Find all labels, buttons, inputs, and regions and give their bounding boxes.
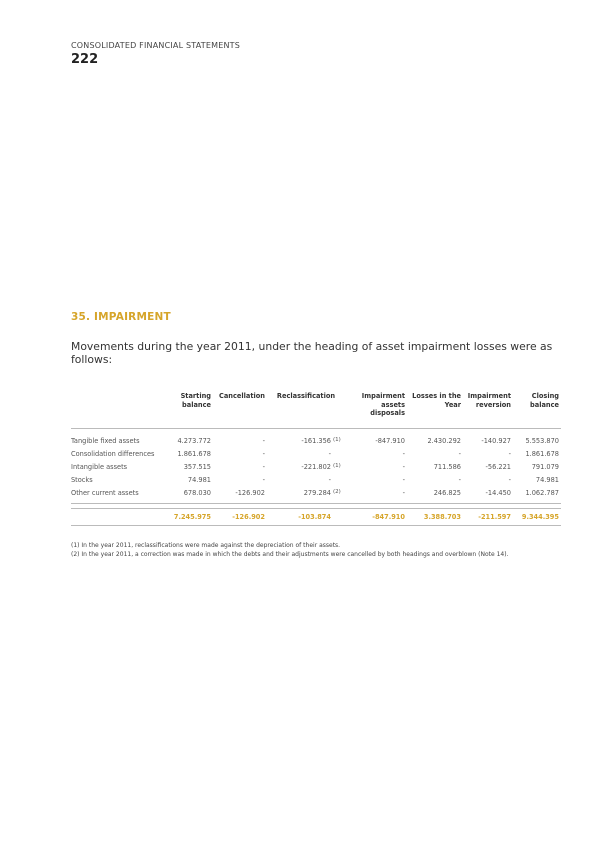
cell-closing: 791.079 (531, 463, 559, 471)
cell-closing: 5.553.870 (525, 437, 559, 445)
column-header-reclassification: Reclassification (267, 392, 347, 428)
table-row (71, 428, 561, 448)
cell-closing: 1.861.678 (525, 450, 559, 458)
reclassification-value: - (328, 476, 331, 484)
cell-impairment-disposals: -847.910 (375, 437, 405, 445)
footnote-ref: (1) (333, 437, 341, 443)
cell-reversion: -56.221 (485, 463, 511, 471)
total-reclassification-value: -103.874 (298, 512, 331, 521)
column-header-closing-balance: Closing balance (513, 392, 561, 428)
running-header: CONSOLIDATED FINANCIAL STATEMENTS (71, 41, 241, 50)
table-row (71, 474, 561, 487)
column-header-losses: Losses in the Year (407, 392, 463, 428)
cell-cancellation: -126.902 (213, 487, 267, 504)
cell-closing: 74.981 (535, 476, 559, 484)
cell-reversion: - (508, 476, 511, 484)
cell-reclassification (267, 487, 347, 504)
table-total-row (71, 508, 561, 525)
cell-impairment-disposals: - (402, 450, 405, 458)
table-row (71, 487, 561, 504)
cell-losses: 711.586 (433, 463, 461, 471)
total-closing: 9.344.395 (513, 508, 561, 525)
total-cancellation: -126.902 (213, 508, 267, 525)
impairment-table (71, 392, 561, 526)
cell-losses: 246.825 (407, 487, 463, 504)
section-title: 35. IMPAIRMENT (71, 311, 171, 323)
reclassification-value: 279.284 (303, 489, 331, 497)
column-header-reversion: Impairment reversion (463, 392, 513, 428)
cell-cancellation: - (262, 463, 265, 471)
cell-losses: 2.430.292 (427, 437, 461, 445)
footnote-ref: (1) (333, 463, 341, 469)
footnote-ref: (2) (333, 489, 341, 495)
row-label: Other current assets (71, 487, 159, 504)
reclassification-value: - (328, 450, 331, 458)
cell-impairment-disposals: - (402, 476, 405, 484)
row-label: Intangible assets (71, 463, 128, 471)
total-reclassification (267, 508, 347, 525)
total-reversion: -211.597 (463, 508, 513, 525)
cell-losses: - (458, 450, 461, 458)
cell-impairment-disposals: - (402, 463, 405, 471)
reclassification-value: -161.356 (301, 437, 331, 445)
cell-starting: 4.273.772 (177, 437, 211, 445)
cell-starting: 1.861.678 (177, 450, 211, 458)
total-label (71, 508, 159, 525)
column-header-starting-balance: Starting balance (159, 392, 213, 428)
cell-reversion: -140.927 (481, 437, 511, 445)
cell-reclassification (267, 461, 347, 474)
cell-reversion: - (508, 450, 511, 458)
section-intro: Movements during the year 2011, under the heading of asset impairment losses were as follows: (71, 340, 553, 366)
column-header (71, 392, 159, 428)
total-impairment-disposals: -847.910 (347, 508, 407, 525)
total-starting: 7.245.975 (159, 508, 213, 525)
column-header-cancellation: Cancellation (213, 392, 267, 428)
cell-reversion: -14.450 (463, 487, 513, 504)
footnote-1: (1) In the year 2011, reclassifications were made against the depreciation of their assets. (71, 542, 341, 549)
total-losses: 3.388.703 (407, 508, 463, 525)
table-header-row (71, 392, 561, 428)
cell-reclassification (267, 428, 347, 448)
column-header-impairment-disposals: Impairment assets disposals (347, 392, 407, 428)
reclassification-value: -221.802 (301, 463, 331, 471)
row-label: Consolidation differences (71, 450, 155, 458)
cell-starting: 74.981 (187, 476, 211, 484)
cell-cancellation: - (262, 437, 265, 445)
cell-starting: 678.030 (159, 487, 213, 504)
cell-reclassification (267, 448, 347, 461)
page-number: 222 (71, 52, 99, 67)
footnote-2: (2) In the year 2011, a correction was made in which the debts and their adjustments were cancelled by both headings and overblown (Note 14). (71, 551, 509, 558)
table-row (71, 461, 561, 474)
row-label: Tangible fixed assets (71, 437, 140, 445)
cell-closing: 1.062.787 (513, 487, 561, 504)
cell-reclassification (267, 474, 347, 487)
cell-starting: 357.515 (183, 463, 211, 471)
cell-cancellation: - (262, 476, 265, 484)
cell-impairment-disposals: - (347, 487, 407, 504)
cell-cancellation: - (262, 450, 265, 458)
row-label: Stocks (71, 476, 93, 484)
cell-losses: - (458, 476, 461, 484)
table-row (71, 448, 561, 461)
